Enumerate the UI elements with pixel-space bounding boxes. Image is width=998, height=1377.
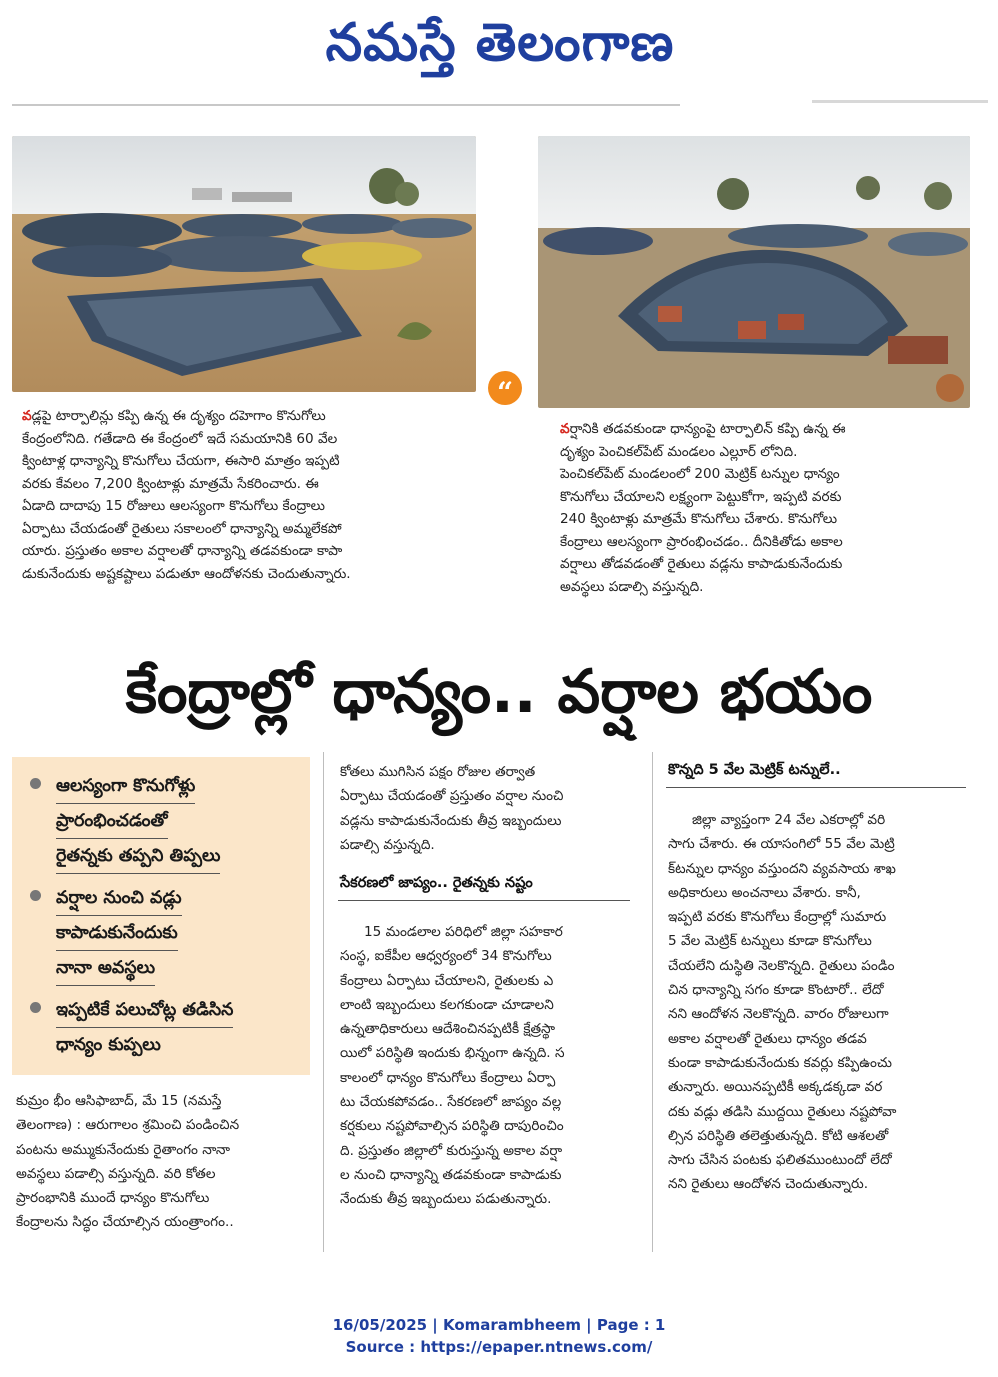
masthead-title: నమస్తే తెలంగాణ: [325, 13, 675, 73]
col2-line: కాలంలో ధాన్యం కొనుగోలు కేంద్రాలు ఏర్పా: [340, 1069, 556, 1086]
highlight-2-line-1: వర్షాల నుంచి వడ్లు: [56, 881, 182, 916]
col3-line: అధికారులు అంచనాలు వేశారు. కానీ,: [668, 884, 861, 901]
col2-line: నేందుకు తీవ్ర ఇబ్బందులు పడుతున్నారు.: [340, 1191, 552, 1208]
left-caption-drop-letter: వ: [22, 408, 32, 424]
col1-line: ప్రారంభానికి ముందే ధాన్యం కొనుగోలు: [16, 1190, 210, 1207]
col2-line: కోతలు ముగిసిన పక్షం రోజుల తర్వాత: [340, 764, 536, 780]
footer-source-line[interactable]: Source : https://epaper.ntnews.com/: [345, 1338, 653, 1356]
col3-line: కుండా కాపాడుకునేందుకు కవర్లు కప్పిఉంచు: [668, 1054, 892, 1071]
col2-line: ఏర్పాటు చేయడంతో ప్రస్తుతం వర్షాల నుంచి: [340, 788, 564, 805]
col2-line: సంస్థ, ఐకేపీల ఆధ్వర్యంలో 34 కొనుగోలు: [340, 948, 552, 965]
col2-line: కేంద్రాలు ఏర్పాటు చేయాలని, రైతులకు ఎ: [340, 972, 554, 989]
col3-line: క్‌టన్నుల ధాన్యం వస్తుందని వ్యవసాయ శాఖ: [668, 860, 896, 877]
highlight-item-1: [26, 769, 306, 874]
col1-line: కేంద్రాలను సిద్ధం చేయాల్సిన యంత్రాంగం..: [16, 1214, 234, 1231]
column-1-body: [16, 1089, 310, 1235]
highlights-box: [12, 757, 310, 1075]
col3-line: నని రైతులు ఆందోళన చెందుతున్నారు.: [668, 1176, 869, 1193]
highlight-item-2: [26, 881, 306, 986]
right-caption-line-4: కొనుగోలు చేయాలని లక్ష్యంగా పెట్టుకోగా, ఇప్పటి వరకు: [560, 488, 842, 505]
col2-line: వడ్లను కాపాడుకునేందుకు తీవ్ర ఇబ్బందులు: [340, 812, 562, 829]
col1-line: కుమ్రం భీం ఆసిఫాబాద్, మే 15 (నమస్తే: [16, 1093, 222, 1109]
col3-line: చేయలేని దుస్థితి నెలకొన్నది. రైతులు పండిం: [668, 957, 895, 974]
headline-text: కేంద్రాల్లో ధాన్యం.. వర్షాల భయం: [125, 657, 873, 727]
col2-line: పడాల్సి వస్తున్నది.: [340, 836, 435, 853]
left-photo: [12, 136, 476, 392]
right-caption-line-5: 240 క్వింటాళ్లు మాత్రమే కొనుగోలు చేశారు. కొనుగోలు: [560, 511, 838, 527]
right-caption-line-8: అవస్థలు పడాల్సి వస్తున్నది.: [560, 578, 704, 595]
right-caption-line-2: దృశ్యం పెంచికల్‌పేట్ మండలం ఎల్లూర్ లోనిది.: [560, 443, 798, 460]
column-3-subhead-rule: [666, 787, 966, 788]
col3-line: చిన ధాన్యాన్ని సగం కూడా కొంటారో.. లేదో: [668, 982, 884, 999]
col2-line: కర్షకులు నష్టపోవాల్సిన పరిస్థితి దాపురించిం: [340, 1118, 564, 1135]
left-caption-line-2: కేంద్రంలోనిది. గతేడాది ఈ కేంద్రంలో ఇదే సమయానికి 60 వేల: [22, 430, 338, 447]
masthead-rule-left: [12, 104, 680, 106]
highlight-3-line-2: ధాన్యం కుప్పలు: [56, 1035, 161, 1055]
column-3-subhead: కొన్నది 5 వేల మెట్రిక్ టన్నులే..: [668, 762, 841, 778]
column-divider-2: [652, 752, 653, 1252]
quote-icon: “: [488, 371, 522, 405]
col2-line: ల నుంచి ధాన్యాన్ని తడవకుండా కాపాడుకు: [340, 1166, 562, 1183]
col2-line: 15 మండలాల పరిధిలో జిల్లా సహకార: [364, 924, 563, 940]
col3-line: ఇప్పటి వరకు కొనుగోలు కేంద్రాల్లో సుమారు: [668, 909, 887, 926]
right-caption-line-6: కేంద్రాలు ఆలస్యంగా ప్రారంభించడం.. దీనికితోడు అకాల: [560, 533, 843, 550]
col3-line: తున్నారు. అయినప్పటికీ అక్కడక్కడా వర: [668, 1079, 883, 1096]
left-caption-line-3: క్వింటాళ్ల ధాన్యాన్ని కొనుగోలు చేయగా, ఈసారి మాత్రం ఇప్పటి: [22, 453, 340, 469]
col1-line: పంటను అమ్ముకునేందుకు రైతాంగం నానా: [16, 1141, 231, 1158]
left-caption-line-7: యారు. ప్రస్తుతం అకాల వర్షాలతో ధాన్యాన్ని తడవకుండా కాపా: [22, 543, 343, 559]
column-divider-1: [323, 752, 324, 1252]
right-caption-drop-letter: వ: [560, 421, 570, 437]
highlight-2-line-3: నానా అవస్థలు: [56, 951, 155, 986]
masthead-rule-right: [812, 100, 988, 103]
col2-line: ఉన్నతాధికారులు ఆదేశించినప్పటికీ క్షేత్రస్థా: [340, 1021, 556, 1038]
col2-line: యిలో పరిస్థితి ఇందుకు భిన్నంగా ఉన్నది. స: [340, 1045, 565, 1062]
right-caption: [560, 418, 960, 598]
left-caption-line-8: డుకునేందుకు అష్టకష్టాలు పడుతూ ఆందోళనకు చెందుతున్నారు.: [22, 565, 351, 582]
left-caption-line-4: వరకు కేవలం 7,200 క్వింటాళ్లు మాత్రమే సేకరించారు. ఈ: [22, 475, 319, 492]
column-2-subhead-rule: [338, 900, 630, 901]
left-caption-line-5: ఏడాది దాదాపు 15 రోజులు ఆలస్యంగా కొనుగోలు కేంద్రాలు: [22, 498, 325, 514]
highlight-3-line-1: ఇప్పటికే పలుచోట్ల తడిసిన: [56, 993, 233, 1028]
right-photo: [538, 136, 970, 408]
bullet-icon: [30, 1002, 41, 1013]
highlight-1-line-1: ఆలస్యంగా కొనుగోళ్లు: [56, 769, 195, 804]
right-caption-line-3: పెంచికల్‌పేట్ మండలంలో 200 మెట్రిక్ టన్నుల ధాన్యం: [560, 466, 840, 482]
col3-line: 5 వేల మెట్రిక్ టన్నులు కూడా కొనుగోలు: [668, 933, 872, 950]
tarpaulin-heaps-image: [12, 136, 476, 392]
col3-line: జిల్లా వ్యాప్తంగా 24 వేల ఎకరాల్లో వరి: [692, 812, 886, 828]
col3-line: నని ఆందోళన నెలకొన్నది. వారం రోజులుగా: [668, 1006, 889, 1023]
col3-line: దకు వడ్లు తడిసి ముద్దయి రైతులు నష్టపోవా: [668, 1103, 897, 1120]
column-2-body: [340, 920, 640, 1212]
column-2-intro: [340, 760, 640, 857]
col2-line: టు చేయకపోవడం.. సేకరణలో జాప్యం వల్ల: [340, 1094, 562, 1111]
headline: [20, 642, 978, 742]
right-caption-line-7: వర్షాలు తోడవడంతో రైతులు వడ్లను కాపాడుకునేందుకు: [560, 556, 843, 572]
highlight-1-line-3: రైతన్నకు తప్పని తిప్పలు: [56, 839, 220, 874]
col3-line: అకాల వర్షాలతో రైతులు ధాన్యం తడవ: [668, 1030, 867, 1047]
left-caption: [22, 405, 468, 585]
highlight-2-line-2: కాపాడుకునేందుకు: [56, 916, 178, 951]
right-caption-line-1: వర్షానికి తడవకుండా ధాన్యంపై టార్పాలిన్ కప్పి ఉన్న ఈ: [560, 421, 846, 437]
left-caption-line-1: వడ్లపై టార్పాలిన్లు కప్పి ఉన్న ఈ దృశ్యం దహెగాం కొనుగోలు: [22, 408, 326, 424]
bullet-icon: [30, 778, 41, 789]
column-2-subhead: సేకరణలో జాప్యం.. రైతన్నకు నష్టం: [340, 875, 533, 891]
col2-line: లాంటి ఇబ్బందులు కలగకుండా చూడాలని: [340, 996, 554, 1013]
col1-line: అవస్థలు పడాల్సి వస్తున్నది. వరి కోతల: [16, 1165, 216, 1182]
tarpaulin-heap-with-tiles-image: [538, 136, 970, 408]
col3-line: ల్సిన పరిస్థితి తలెత్తుతున్నది. కోటి ఆశలతో: [668, 1127, 889, 1144]
col3-line: సాగు చేసిన పంటకు ఫలితముంటుందో లేదో: [668, 1152, 892, 1169]
left-caption-line-6: ఏర్పాటు చేయడంతో రైతులు సకాలంలో ధాన్యాన్ని అమ్మలేకపో: [22, 520, 342, 537]
masthead: [300, 8, 700, 78]
col3-line: సాగు చేశారు. ఈ యాసంగిలో 55 వేల మెట్రి: [668, 836, 895, 853]
col1-line: తెలంగాణ) : ఆరుగాలం శ్రమించి పండించిన: [16, 1117, 240, 1134]
highlight-1-line-2: ప్రారంభించడంతో: [56, 804, 168, 839]
column-3-body: [668, 808, 968, 1197]
footer-date-line: 16/05/2025 | Komarambheem | Page : 1: [332, 1316, 666, 1334]
highlight-item-3: [26, 993, 306, 1062]
col2-line: ది. ప్రస్తుతం జిల్లాలో కురుస్తున్న అకాల వర్షా: [340, 1142, 563, 1159]
bullet-icon: [30, 890, 41, 901]
